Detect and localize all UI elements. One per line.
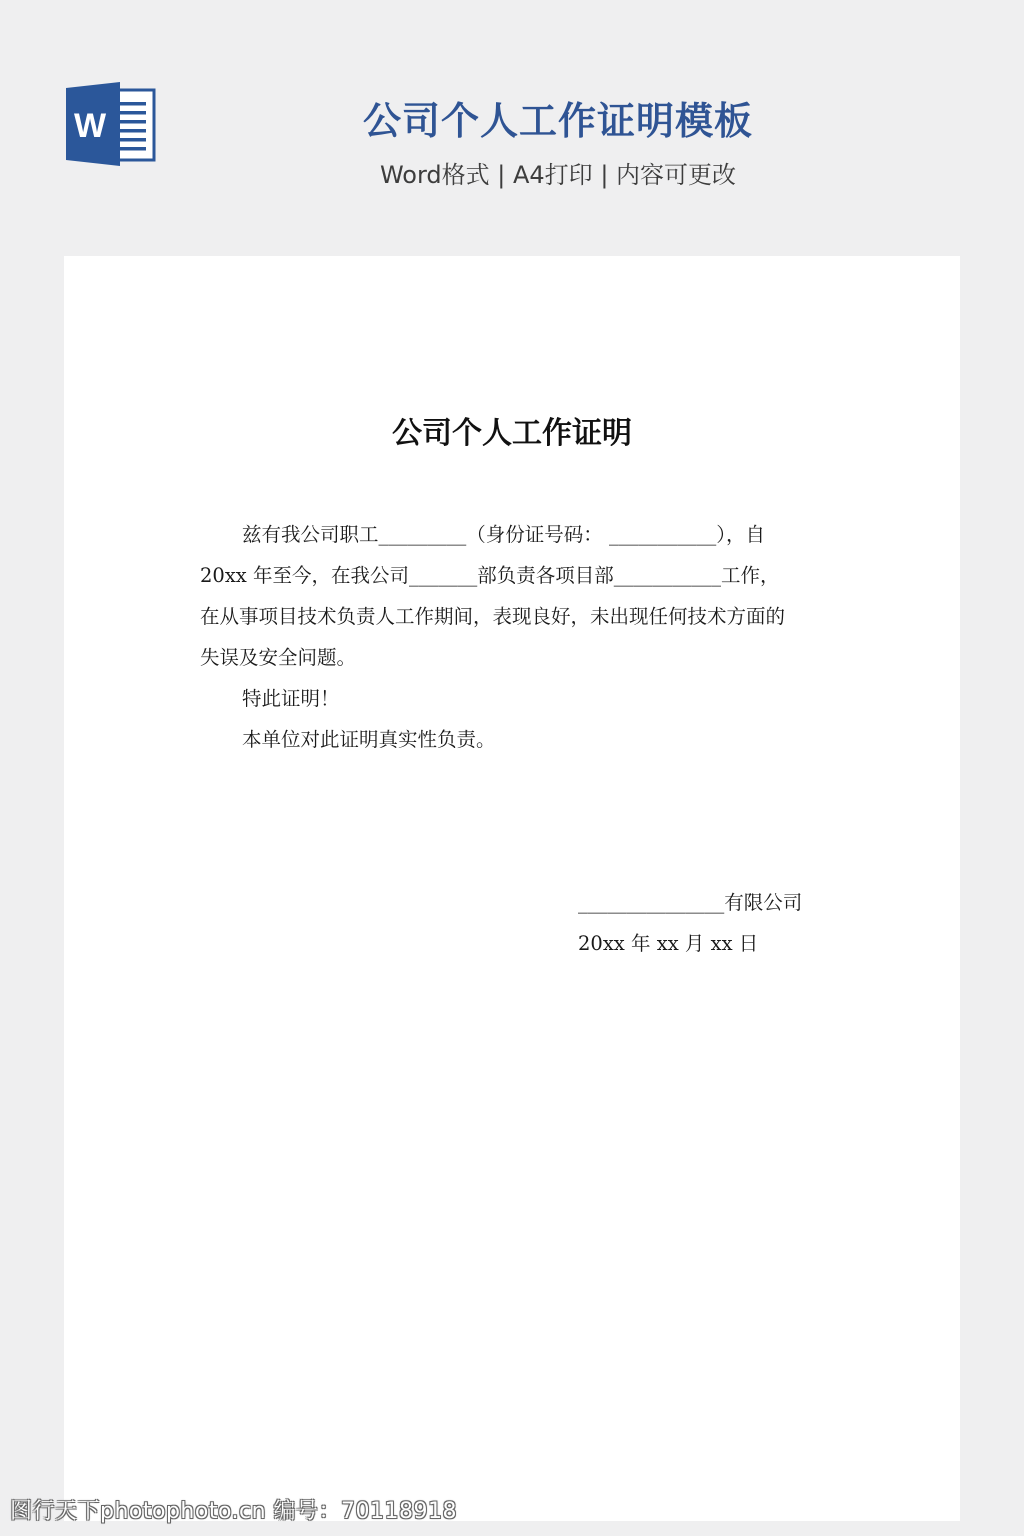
document-title: 公司个人工作证明 — [392, 416, 632, 451]
signature-block — [578, 882, 802, 964]
company-name-line: _______________有限公司 — [578, 891, 803, 914]
page-subtitle: Word格式 | A4打印 | 内容可更改 — [379, 161, 737, 189]
paragraph-line: 在从事项目技术负责人工作期间，表现良好，未出现任何技术方面的 — [200, 605, 786, 628]
paragraph-line: 兹有我公司职工_________（身份证号码： ___________），自 — [242, 523, 765, 546]
document-sheet — [64, 256, 960, 1521]
document-body — [200, 514, 830, 760]
word-document-icon — [66, 82, 156, 166]
responsibility-statement: 本单位对此证明真实性负责。 — [242, 728, 496, 751]
paragraph-line: 20xx 年至今，在我公司_______部负责各项目部___________工作， — [200, 564, 780, 587]
date-line: 20xx 年 xx 月 xx 日 — [578, 932, 759, 955]
closing-statement: 特此证明！ — [242, 687, 340, 710]
watermark-text: 图行天下photophoto.cn 编号：70118918 — [10, 1499, 458, 1524]
paragraph-line: 失误及安全问题。 — [200, 646, 357, 669]
svg-text:W: W — [73, 107, 107, 145]
page-title: 公司个人工作证明模板 — [362, 99, 753, 143]
